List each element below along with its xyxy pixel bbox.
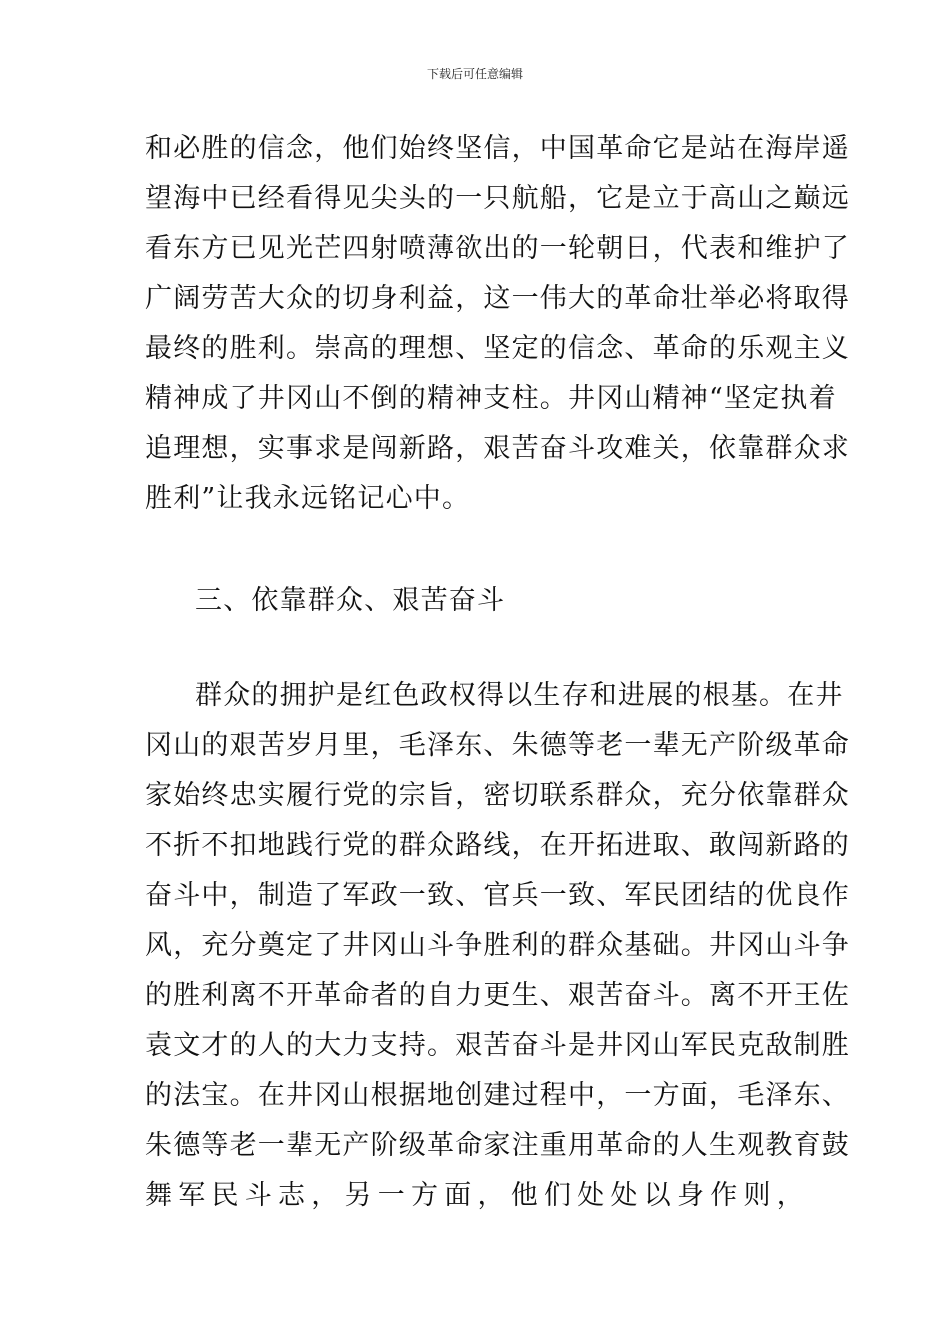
paragraph-line: 精神成了井冈山不倒的精神支柱。井冈山精神“坚定执着 — [145, 383, 837, 414]
paragraph-line: 奋斗中，制造了军政一致、官兵一致、军民团结的优良作 — [145, 880, 850, 911]
paragraph-line: 风，充分奠定了井冈山斗争胜利的群众基础。井冈山斗争 — [145, 930, 850, 961]
paragraph-line: 望海中已经看得见尖头的一只航船，它是立于高山之巅远 — [145, 183, 850, 214]
paragraph-line: 最终的胜利。崇高的理想、坚定的信念、革命的乐观主义 — [145, 333, 850, 364]
section-heading: 三、依靠群众、艰苦奋斗 — [195, 585, 506, 616]
paragraph-line: 家始终忠实履行党的宗旨，密切联系群众，充分依靠群众 — [145, 780, 850, 811]
paragraph-line: 朱德等老一辈无产阶级革命家注重用革命的人生观教育鼓 — [145, 1130, 850, 1161]
paragraph-line: 不折不扣地践行党的群众路线，在开拓进取、敢闯新路的 — [145, 830, 850, 861]
paragraph-line: 和必胜的信念，他们始终坚信，中国革命它是站在海岸遥 — [145, 133, 850, 164]
paragraph-line: 的法宝。在井冈山根据地创建过程中，一方面，毛泽东、 — [145, 1080, 850, 1111]
paragraph-line: 追理想，实事求是闯新路，艰苦奋斗攻难关，依靠群众求 — [145, 433, 850, 464]
paragraph-line: 群众的拥护是红色政权得以生存和进展的根基。在井 — [195, 680, 844, 711]
paragraph-line: 看东方已见光芒四射喷薄欲出的一轮朝日，代表和维护了 — [145, 233, 850, 264]
paragraph-line: 胜利”让我永远铭记心中。 — [145, 483, 471, 514]
page-header: 下载后可任意编辑 — [426, 67, 523, 81]
paragraph-line: 广阔劳苦大众的切身利益，这一伟大的革命壮举必将取得 — [145, 283, 850, 314]
paragraph-line: 舞军民斗志，另一方面，他们处处以身作则， — [145, 1180, 805, 1211]
paragraph-line: 袁文才的人的大力支持。艰苦奋斗是井冈山军民克敌制胜 — [145, 1030, 850, 1061]
paragraph-line: 冈山的艰苦岁月里，毛泽东、朱德等老一辈无产阶级革命 — [145, 730, 850, 761]
paragraph-line: 的胜利离不开革命者的自力更生、艰苦奋斗。离不开王佐 — [145, 980, 850, 1011]
